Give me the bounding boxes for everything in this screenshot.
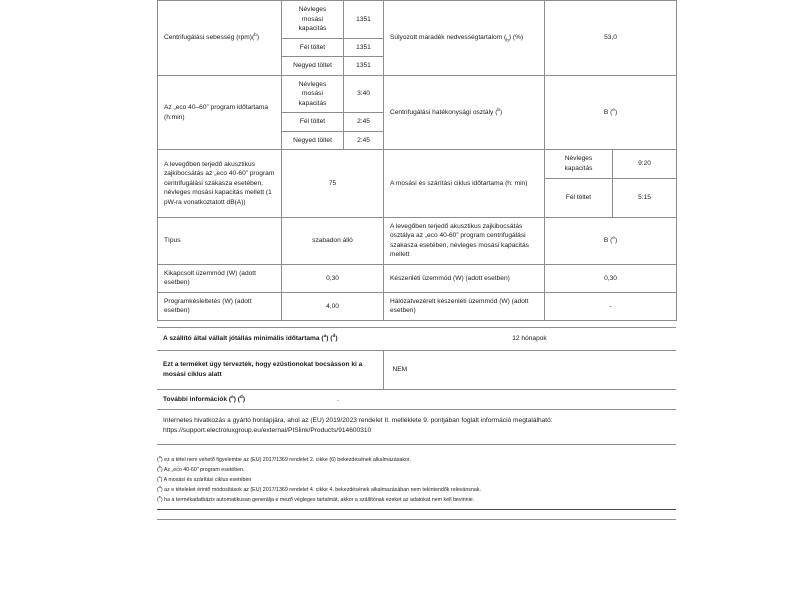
further-information-placeholder-dash: - [337, 396, 340, 404]
noise-class-value [545, 217, 677, 264]
footnote-item: ($^b$) Az „eco 40-60” program esetében. [157, 465, 245, 473]
wash-dry-sublabel-half: Fél töltet [545, 178, 613, 217]
spin-efficiency-class-value [545, 75, 677, 150]
delay-start-label: Programkésleltetés (W) (adott esetben) [158, 292, 282, 320]
warranty-value: 12 hónapok [383, 327, 676, 350]
table-row [158, 292, 677, 320]
product-information-sheet [157, 0, 676, 520]
table-row [157, 327, 676, 350]
type-label: Típus [158, 217, 282, 264]
spin-efficiency-class-label-tail: ) [500, 108, 503, 116]
networked-standby-value: - [545, 292, 677, 320]
footnote-marker: b [158, 465, 161, 469]
footnote-text: A mosási és szárítási ciklus esetében [163, 476, 252, 483]
further-information-superscript-d: d [239, 394, 243, 400]
warranty-table [157, 327, 676, 390]
specification-table [157, 0, 677, 321]
residual-moisture-value: 53,0 [545, 1, 677, 76]
further-information-block [157, 390, 676, 445]
footnote-marker: d [158, 485, 161, 490]
table-row [157, 350, 676, 389]
wash-dry-sublabel-rated: Névleges kapacitás [545, 150, 613, 178]
wash-dry-value-rated: 9:20 [613, 150, 677, 178]
further-information-heading-text: További információk ( [163, 395, 232, 403]
further-information-heading [157, 390, 676, 410]
bottom-divider [157, 519, 676, 520]
noise-class-label: A levegőben terjedő akusztikus zajkibocsátás osztálya az „eco 40-60” program centrifugálási szakasza esetében, névleges mosási kapacitás mellett [384, 217, 545, 264]
spin-speed-label [158, 1, 282, 76]
footnote-item: ($^a$) ez a tétel nem vehető figyelembe az (EU) 2017/1369 rendelet 2. cikke (6) bekezdésének alkalmazásakor. [157, 454, 411, 463]
residual-moisture-label-tail: ) (%) [508, 34, 524, 42]
spin-speed-sublabel-quarter: Negyed töltet [282, 57, 344, 76]
spin-efficiency-class-value-superscript: e [612, 107, 615, 113]
noise-class-value-tail: ) [614, 236, 618, 244]
spin-efficiency-class-label-superscript: b [497, 107, 501, 113]
footnote-item: ($^e$) ha a termékadatbázis automatikusan generálja e mező végleges tartalmát, akkor a szállítónak ezeket az adatokat nem kell bevinnie. [157, 495, 475, 503]
spin-speed-value-rated: 1351 [344, 1, 384, 39]
standby-mode-label: Készenléti üzemmód (W) (adott esetben) [384, 264, 545, 292]
eco-duration-sublabel-half: Fél töltet [282, 113, 344, 132]
delay-start-value: 4,00 [282, 292, 384, 320]
further-information-heading-mid: ) ( [233, 395, 240, 403]
wash-dry-duration-label: A mosási és szárítási ciklus időtartama (h: min) [384, 150, 545, 217]
table-row [158, 264, 677, 292]
table-row [158, 1, 677, 39]
networked-standby-label: Hálózatvezérelt készenléti üzemmód (W) (adott esetben) [384, 292, 545, 320]
eco-duration-value-rated: 3:40 [344, 75, 384, 113]
standby-mode-value: 0,30 [545, 264, 677, 292]
eco-duration-value-quarter: 2:45 [344, 131, 384, 150]
eco-program-duration-label: Az „eco 40–60” program időtartama (h:min) [158, 75, 282, 150]
eco-duration-value-half: 2:45 [344, 113, 384, 132]
residual-moisture-label-subscript: b [506, 38, 509, 44]
warranty-label-mid: ) ( [326, 334, 333, 342]
footnote-marker: c [158, 475, 161, 480]
spin-speed-sublabel-rated: Névleges mosási kapacitás [282, 1, 344, 39]
further-information-body: Internetes hivatkozás a gyártó honlapjára, ahol az (EU) 2019/2023 rendelet II. melléklete 9. pontjában foglalt információ megtalálható: https://support.electroluxgroup.eu/external/PISlink/Products/914600310 [157, 410, 676, 445]
spin-speed-sublabel-half: Fél töltet [282, 38, 344, 57]
warranty-label-superscript-a: a [323, 333, 327, 339]
table-row [158, 75, 677, 113]
off-mode-label: Kikapcsolt üzemmód (W) (adott esetben) [158, 264, 282, 292]
footnote-text: ez a tétel nem vehető figyelembe az (EU) 2017/1369 rendelet 2. cikke (6) bekezdésének alkalmazásakor. [164, 456, 411, 463]
warranty-label-text: A szállító által vállalt jótállás minimális időtartama ( [163, 334, 324, 342]
table-row [158, 150, 677, 178]
warranty-label-superscript-d: d [332, 333, 336, 339]
residual-moisture-label [384, 1, 545, 76]
spin-speed-label-tail: ) [256, 34, 260, 42]
spin-speed-label-text: Centrifugálási sebesség (rpm)( [164, 34, 255, 42]
spin-efficiency-class-value-text: B ( [603, 108, 613, 116]
spin-efficiency-class-label-text: Centrifugálási hatékonysági osztály ( [390, 108, 498, 116]
silver-ion-label: Ezt a terméket úgy tervezték, hogy ezüstionokat bocsásson ki a mosási ciklus alatt [157, 350, 383, 389]
footnote-text: ha a termékadatbázis automatikusan generálja e mező végleges tartalmát, akkor a szállítónak ezeket az adatokat nem kell bevinnie. [164, 496, 475, 503]
silver-ion-value: NEM [383, 350, 676, 389]
eco-duration-sublabel-quarter: Negyed töltet [282, 131, 344, 150]
warranty-label [157, 327, 383, 350]
spin-speed-label-superscript: b [254, 32, 257, 38]
footnote-marker: a [158, 454, 161, 459]
footnote-marker: e [158, 495, 161, 500]
footnotes-block [157, 455, 676, 510]
footnote-item: ($^d$) az e tételeket érintő módosítások az (EU) 2017/1369 rendelet 4. cikke 4. bekezdésének alkalmazásában nem tekintendők relevánsnak. [157, 485, 481, 493]
spin-efficiency-class-value-tail: ) [614, 108, 618, 116]
residual-moisture-label-text: Súlyozott maradék nedvességtartalom ( [390, 34, 507, 42]
footnote-text: az e tételeket érintő módosítások az (EU) 2017/1369 rendelet 4. cikke 4. bekezdésének alkalmazásában nem tekintendők relevánsnak. [164, 486, 481, 493]
spin-efficiency-class-label [384, 75, 545, 150]
further-information-superscript-a: a [231, 394, 234, 400]
spin-speed-value-half: 1351 [344, 38, 384, 57]
warranty-label-tail: ) [335, 334, 338, 342]
footnote-text: Az „eco 40-60” program esetében. [163, 466, 245, 473]
eco-duration-sublabel-rated: Névleges mosási kapacitás [282, 75, 344, 113]
noise-class-value-text: B ( [603, 236, 613, 244]
table-row [158, 217, 677, 264]
airborne-noise-value: 75 [282, 150, 384, 217]
off-mode-value: 0,30 [282, 264, 384, 292]
spin-speed-value-quarter: 1351 [344, 57, 384, 76]
airborne-noise-label: A levegőben terjedő akusztikus zajkibocsátás az „eco 40-60” program centrifugálási szakasza esetében, névleges mosási kapacitás mellett (1 pW-ra vonatkoztatott dB(A)) [158, 150, 282, 217]
further-information-heading-tail: ) [242, 395, 246, 403]
footnote-item: ($^c$) A mosási és szárítási ciklus esetében [157, 475, 252, 483]
wash-dry-value-half: 5:15 [613, 178, 677, 217]
type-value: szabadon álló [282, 217, 384, 264]
noise-class-value-superscript: e [612, 235, 615, 241]
